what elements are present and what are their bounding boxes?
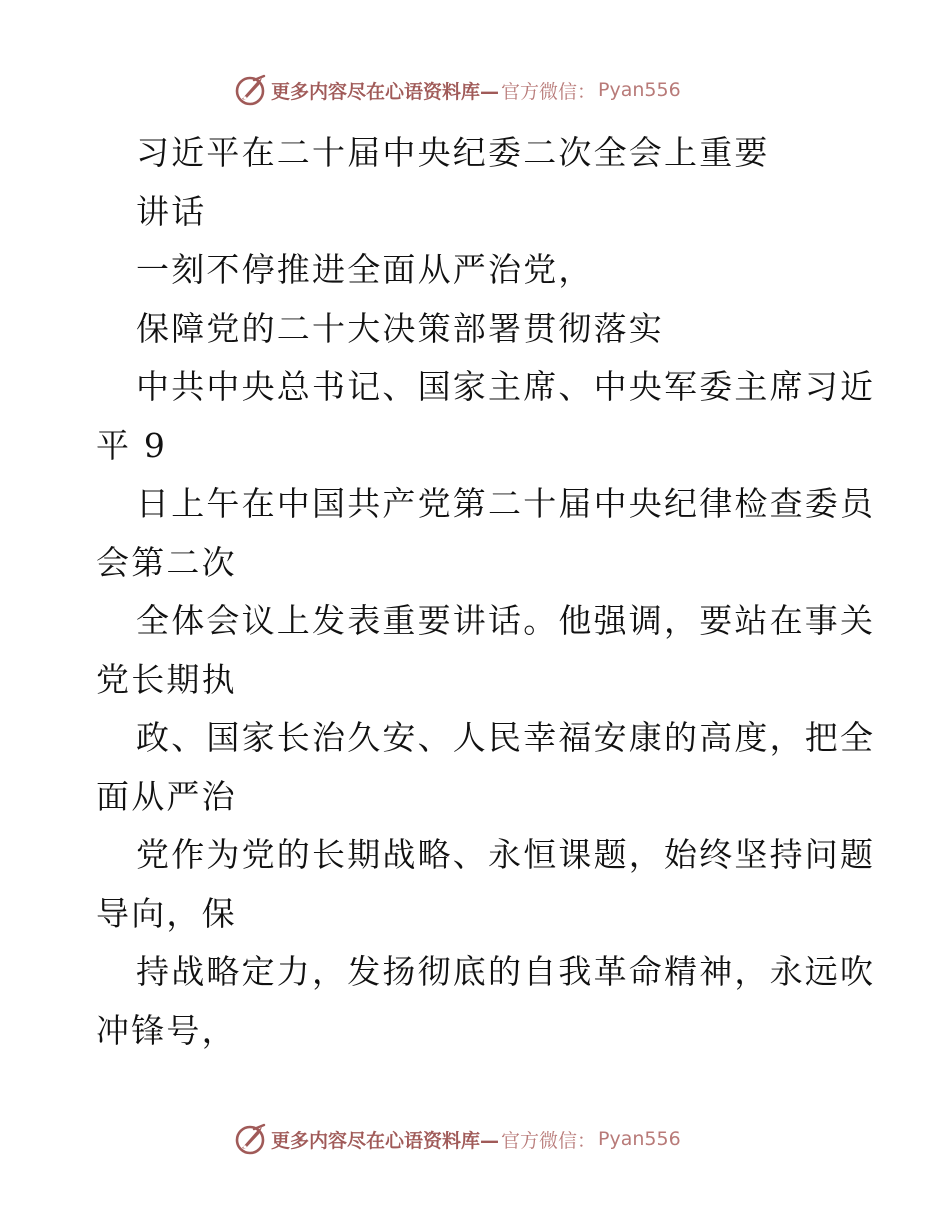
text-line: 平 9	[96, 425, 168, 465]
watermark-wechat-label: 官方微信：	[501, 80, 597, 103]
text-line: 导向，保	[96, 893, 237, 933]
text-line: 保障党的二十大决策部署贯彻落实	[136, 308, 664, 348]
text-line: 持战略定力，发扬彻底的自我革命精神，永远吹	[136, 952, 876, 991]
text-line: 全体会议上发表重要讲话。他强调，要站在事关	[136, 601, 876, 640]
watermark-wechat-label: 官方微信：	[501, 1129, 597, 1152]
text-line: 会第二次	[96, 542, 237, 582]
text-line: 党长期执	[96, 659, 237, 699]
watermark-wechat-id: Pyan556	[598, 79, 681, 101]
pen-logo-icon	[233, 1121, 269, 1157]
pen-logo-icon	[233, 72, 269, 108]
text-line: 党作为党的长期战略、永恒课题，始终坚持问题	[136, 835, 876, 874]
text-line: 日上午在中国共产党第二十届中央纪律检查委员	[136, 484, 876, 523]
footer-watermark	[233, 1121, 681, 1157]
watermark-text: 更多内容尽在心语资料库—	[271, 1129, 500, 1152]
header-watermark	[233, 72, 681, 108]
text-line: 冲锋号，	[96, 1010, 237, 1050]
text-line: 面从严治	[96, 776, 237, 816]
document-body	[96, 124, 876, 1060]
watermark-text: 更多内容尽在心语资料库—	[271, 80, 500, 103]
text-line: 讲话	[136, 191, 207, 231]
text-line: 一刻不停推进全面从严治党，	[136, 250, 594, 289]
watermark-wechat-id: Pyan556	[598, 1128, 681, 1150]
text-line: 政、国家长治久安、人民幸福安康的高度，把全	[136, 718, 876, 757]
text-line: 中共中央总书记、国家主席、中央军委主席习近	[136, 367, 876, 406]
text-line: 习近平在二十届中央纪委二次全会上重要	[136, 133, 770, 172]
